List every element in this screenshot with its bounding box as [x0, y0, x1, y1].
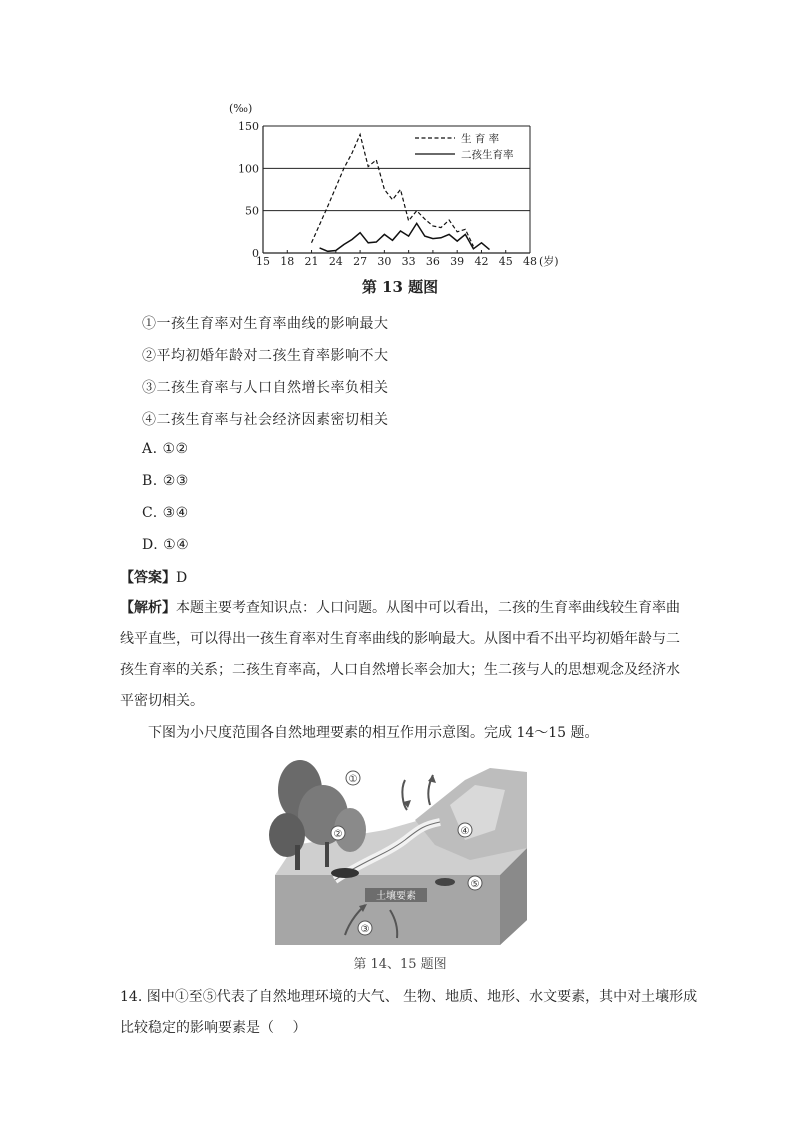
statement-2: ②平均初婚年龄对二孩生育率影响不大 [142, 348, 389, 364]
marker-4: ④ [460, 826, 470, 837]
series-line-1 [312, 135, 474, 247]
y-tick-label-0: 0 [252, 247, 259, 260]
question-14: 14. 图中①至⑤代表了自然地理环境的大气、 生物、地质、地形、水文要素，其中对土壤形成比较稳定的影响要素是（ ） [120, 989, 698, 1036]
choice-c: C. ③④ [142, 505, 189, 521]
figure-14-15-caption: 第 14、15 题图 [353, 957, 447, 972]
y-tick-label-150: 150 [238, 120, 259, 133]
legend-label-1: 生 育 率 [461, 133, 500, 145]
tree-trunk-2 [325, 842, 329, 867]
tree-trunk-1 [295, 845, 300, 870]
marker-3: ③ [360, 924, 370, 935]
y-axis-unit: (‰) [229, 102, 253, 115]
x-tick-label-18: 18 [280, 255, 295, 268]
fertility-chart-svg [225, 98, 570, 278]
x-tick-label-21: 21 [304, 255, 319, 268]
scene-svg [265, 750, 535, 945]
x-axis-unit: (岁) [539, 255, 559, 268]
series-line-2 [320, 223, 490, 251]
choice-d: D. ①④ [142, 537, 190, 553]
natural-elements-illustration [265, 750, 535, 945]
x-tick-label-24: 24 [328, 255, 343, 268]
x-tick-label-15: 15 [256, 255, 270, 268]
x-tick-label-36: 36 [425, 255, 440, 268]
answer-label: 【答案】 [120, 570, 176, 586]
analysis-paragraph [120, 593, 682, 717]
marker-2: ② [333, 829, 343, 840]
answer-line [120, 567, 187, 587]
y-tick-label-50: 50 [245, 204, 259, 218]
answer-value: D [176, 570, 188, 586]
x-tick-label-27: 27 [353, 255, 368, 268]
analysis-label: 【解析】 [120, 600, 176, 616]
x-tick-label-30: 30 [377, 255, 392, 268]
y-tick-label-100: 100 [238, 162, 259, 176]
statement-3: ③二孩生育率与人口自然增长率负相关 [142, 380, 389, 396]
earth-front-face [275, 875, 500, 945]
fertility-rate-chart [225, 98, 570, 278]
x-tick-label-45: 45 [498, 255, 513, 268]
animal-2 [435, 878, 455, 886]
x-tick-label-42: 42 [474, 255, 489, 268]
marker-5: ⑤ [470, 879, 480, 890]
legend-label-2: 二孩生育率 [461, 149, 514, 161]
intro-14-15: 下图为小尺度范围各自然地理要素的相互作用示意图。完成 14～15 题。 [148, 725, 599, 741]
x-tick-label-33: 33 [401, 255, 416, 268]
x-tick-label-39: 39 [450, 255, 465, 268]
soil-label: 土壤要素 [376, 891, 416, 902]
figure-13-caption: 第 13 题图 [361, 278, 439, 296]
statement-1: ①一孩生育率对生育率曲线的影响最大 [142, 316, 389, 332]
analysis-text: 本题主要考查知识点：人口问题。从图中可以看出，二孩的生育率曲线较生育率曲线平直些，可以得出一孩生育率对生育率曲线的影响最大。从图中看不出平均初婚年龄与二孩生育率的关系；二孩生育率高，人口自然增长率会加大；生二孩与人的思想观念及经济水平密切相关。 [120, 600, 680, 709]
choice-a: A. ①② [142, 441, 189, 457]
choice-b: B. ②③ [142, 473, 189, 489]
statement-4: ④二孩生育率与社会经济因素密切相关 [142, 412, 389, 428]
animal-1 [331, 868, 359, 878]
x-tick-label-48: 48 [523, 255, 537, 268]
marker-1: ① [348, 774, 358, 785]
